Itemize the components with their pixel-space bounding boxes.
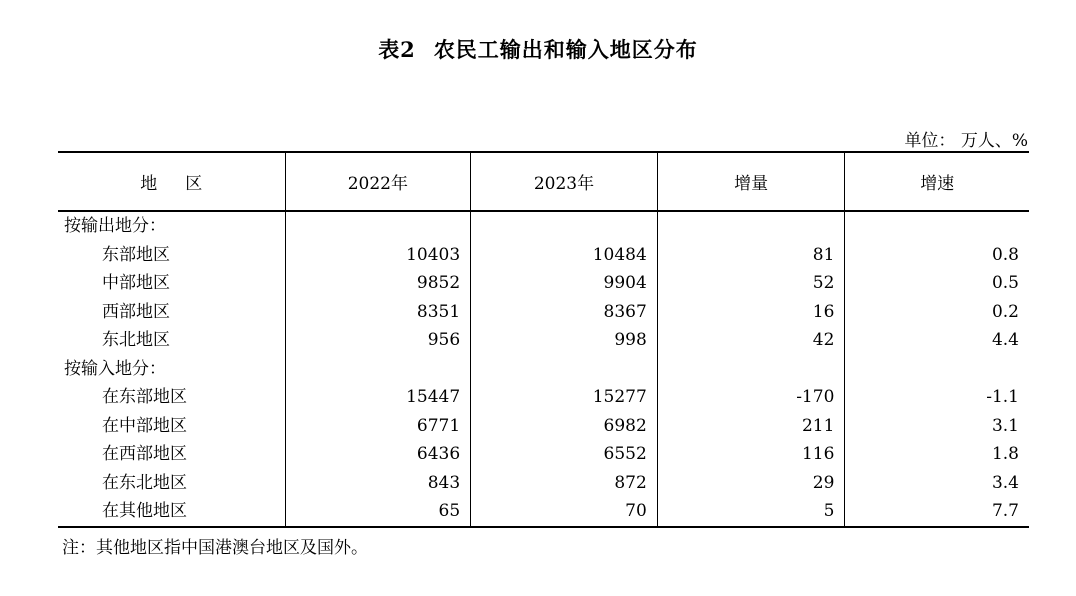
table-body <box>58 211 1029 527</box>
header-2022: 2022年 <box>285 152 471 211</box>
value-2022: 15447 <box>285 383 471 412</box>
header-region: 地 区 <box>58 152 285 211</box>
header-growth: 增速 <box>845 152 1029 211</box>
region-name: 在东北地区 <box>102 472 187 493</box>
value-increase: 52 <box>657 269 845 298</box>
value-increase: 29 <box>657 469 845 498</box>
region-name: 在西部地区 <box>102 444 187 465</box>
value-increase: 81 <box>657 241 845 270</box>
value-growth: 3.1 <box>845 412 1029 441</box>
region-name: 东北地区 <box>102 330 170 351</box>
value-2022: 843 <box>285 469 471 498</box>
unit-label: 单位： 万人、% <box>904 131 1028 151</box>
value-2022: 10403 <box>285 241 471 270</box>
table-row <box>58 383 1029 412</box>
table-row <box>58 326 1029 355</box>
value-2022: 6436 <box>285 440 471 469</box>
region-name: 在东部地区 <box>102 387 187 408</box>
header-increase: 增量 <box>657 152 845 211</box>
value-2023: 9904 <box>471 269 658 298</box>
group-row <box>58 211 1029 241</box>
value-increase: 16 <box>657 298 845 327</box>
value-increase: 116 <box>657 440 845 469</box>
table-row <box>58 241 1029 270</box>
header-row <box>58 152 1029 211</box>
value-2023: 10484 <box>471 241 658 270</box>
value-increase: 211 <box>657 412 845 441</box>
value-increase: 5 <box>657 497 845 527</box>
region-name: 在中部地区 <box>102 415 187 436</box>
group-label: 按输出地分： <box>64 216 166 237</box>
value-2023: 6982 <box>471 412 658 441</box>
table-row <box>58 497 1029 527</box>
table-number: 表2 <box>378 37 416 62</box>
value-growth: 0.8 <box>845 241 1029 270</box>
header-2023: 2023年 <box>471 152 658 211</box>
value-2022: 6771 <box>285 412 471 441</box>
table-row <box>58 298 1029 327</box>
value-growth: 3.4 <box>845 469 1029 498</box>
data-table <box>58 151 1029 528</box>
group-label: 按输入地分： <box>64 358 166 379</box>
table-row <box>58 269 1029 298</box>
region-name: 西部地区 <box>102 301 170 322</box>
value-2023: 998 <box>471 326 658 355</box>
value-growth: -1.1 <box>845 383 1029 412</box>
value-growth: 7.7 <box>845 497 1029 527</box>
table-row <box>58 412 1029 441</box>
table-row <box>58 469 1029 498</box>
value-growth: 0.5 <box>845 269 1029 298</box>
value-2023: 6552 <box>471 440 658 469</box>
value-2022: 8351 <box>285 298 471 327</box>
value-2023: 15277 <box>471 383 658 412</box>
footnote: 注：其他地区指中国港澳台地区及国外。 <box>62 538 368 558</box>
value-2023: 872 <box>471 469 658 498</box>
value-2023: 70 <box>471 497 658 527</box>
region-name: 在其他地区 <box>58 497 285 527</box>
table-title <box>0 34 1076 64</box>
table-row <box>58 440 1029 469</box>
region-name: 中部地区 <box>102 273 170 294</box>
value-2022: 9852 <box>285 269 471 298</box>
value-2023: 8367 <box>471 298 658 327</box>
value-growth: 4.4 <box>845 326 1029 355</box>
value-growth: 0.2 <box>845 298 1029 327</box>
value-growth: 1.8 <box>845 440 1029 469</box>
value-increase: 42 <box>657 326 845 355</box>
region-name: 东部地区 <box>102 244 170 265</box>
table-title-text: 农民工输出和输入地区分布 <box>433 37 698 62</box>
value-increase: -170 <box>657 383 845 412</box>
value-2022: 65 <box>285 497 471 527</box>
group-row <box>58 355 1029 384</box>
value-2022: 956 <box>285 326 471 355</box>
